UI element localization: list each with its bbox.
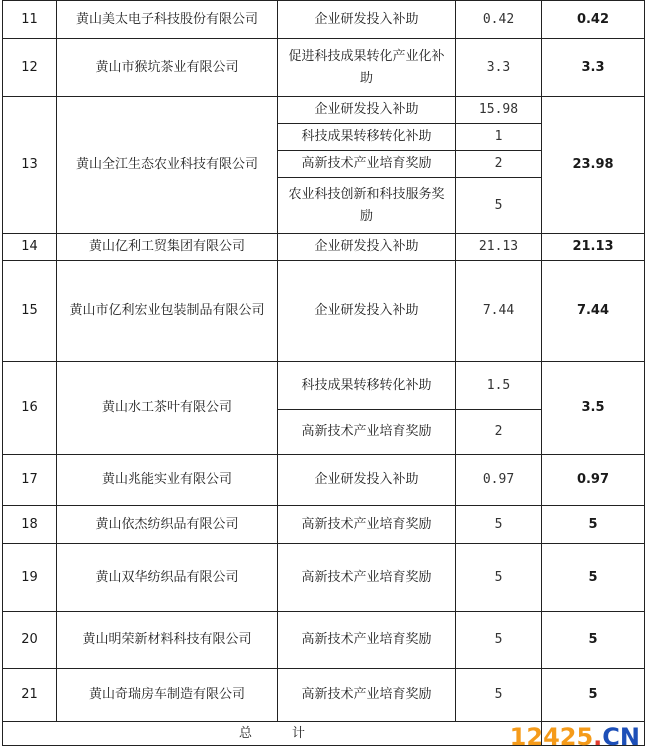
subsidy-item: 高新技术产业培育奖励	[278, 612, 456, 669]
subsidy-item: 高新技术产业培育奖励	[278, 544, 456, 612]
company-total: 5	[542, 669, 645, 722]
item-amount: 0.42	[456, 1, 542, 39]
subsidy-item: 高新技术产业培育奖励	[278, 669, 456, 722]
company-name: 黄山市亿利宏业包装制品有限公司	[57, 261, 278, 362]
item-amount: 7.44	[456, 261, 542, 362]
company-name: 黄山兆能实业有限公司	[57, 455, 278, 506]
row-number: 18	[3, 506, 57, 544]
row-number: 21	[3, 669, 57, 722]
subsidy-item: 农业科技创新和科技服务奖励	[278, 178, 456, 234]
table-row	[3, 455, 645, 506]
company-name: 黄山亿利工贸集团有限公司	[57, 234, 278, 261]
company-total: 5	[542, 612, 645, 669]
company-total: 0.42	[542, 1, 645, 39]
item-amount: 1.5	[456, 362, 542, 410]
row-number: 19	[3, 544, 57, 612]
table-row	[3, 669, 645, 722]
company-total: 5	[542, 506, 645, 544]
table-row	[3, 234, 645, 261]
company-total: 3.5	[542, 362, 645, 455]
table-row	[3, 362, 645, 410]
company-total: 7.44	[542, 261, 645, 362]
item-amount: 3.3	[456, 39, 542, 97]
subsidy-table	[2, 0, 645, 746]
item-amount: 15.98	[456, 97, 542, 124]
company-total: 5	[542, 544, 645, 612]
subsidy-item: 企业研发投入补助	[278, 1, 456, 39]
row-number: 11	[3, 1, 57, 39]
company-total: 23.98	[542, 97, 645, 234]
table-row	[3, 39, 645, 97]
watermark-dot: .	[593, 723, 603, 751]
item-amount: 5	[456, 669, 542, 722]
subsidy-item: 企业研发投入补助	[278, 234, 456, 261]
company-total: 0.97	[542, 455, 645, 506]
row-number: 14	[3, 234, 57, 261]
item-amount: 5	[456, 612, 542, 669]
item-amount: 21.13	[456, 234, 542, 261]
watermark-tld: CN	[602, 723, 640, 751]
item-amount: 2	[456, 151, 542, 178]
company-name: 黄山双华纺织品有限公司	[57, 544, 278, 612]
row-number: 12	[3, 39, 57, 97]
company-name: 黄山明荣新材料科技有限公司	[57, 612, 278, 669]
subsidy-item: 科技成果转移转化补助	[278, 124, 456, 151]
table-row	[3, 612, 645, 669]
item-amount: 0.97	[456, 455, 542, 506]
table-row	[3, 261, 645, 362]
site-watermark	[510, 724, 640, 750]
table-row	[3, 1, 645, 39]
table-row	[3, 97, 645, 124]
watermark-digits: 12425	[509, 723, 594, 751]
subsidy-item: 科技成果转移转化补助	[278, 362, 456, 410]
subsidy-item: 高新技术产业培育奖励	[278, 151, 456, 178]
item-amount: 5	[456, 544, 542, 612]
company-name: 黄山全江生态农业科技有限公司	[57, 97, 278, 234]
company-name: 黄山奇瑞房车制造有限公司	[57, 669, 278, 722]
company-name: 黄山市猴坑茶业有限公司	[57, 39, 278, 97]
row-number: 20	[3, 612, 57, 669]
subsidy-item: 高新技术产业培育奖励	[278, 506, 456, 544]
company-name: 黄山水工茶叶有限公司	[57, 362, 278, 455]
table-row	[3, 506, 645, 544]
total-label	[3, 722, 542, 746]
subsidy-item: 促进科技成果转化产业化补助	[278, 39, 456, 97]
table-row	[3, 544, 645, 612]
company-name: 黄山依杰纺织品有限公司	[57, 506, 278, 544]
company-total: 21.13	[542, 234, 645, 261]
row-number: 16	[3, 362, 57, 455]
company-name: 黄山美太电子科技股份有限公司	[57, 1, 278, 39]
subsidy-item: 高新技术产业培育奖励	[278, 410, 456, 455]
item-amount: 1	[456, 124, 542, 151]
total-label-left: 总	[238, 725, 252, 741]
company-total: 3.3	[542, 39, 645, 97]
row-number: 15	[3, 261, 57, 362]
item-amount: 2	[456, 410, 542, 455]
row-number: 13	[3, 97, 57, 234]
subsidy-item: 企业研发投入补助	[278, 97, 456, 124]
item-amount: 5	[456, 506, 542, 544]
row-number: 17	[3, 455, 57, 506]
total-label-right: 计	[292, 725, 306, 741]
item-amount: 5	[456, 178, 542, 234]
subsidy-item: 企业研发投入补助	[278, 455, 456, 506]
subsidy-item: 企业研发投入补助	[278, 261, 456, 362]
